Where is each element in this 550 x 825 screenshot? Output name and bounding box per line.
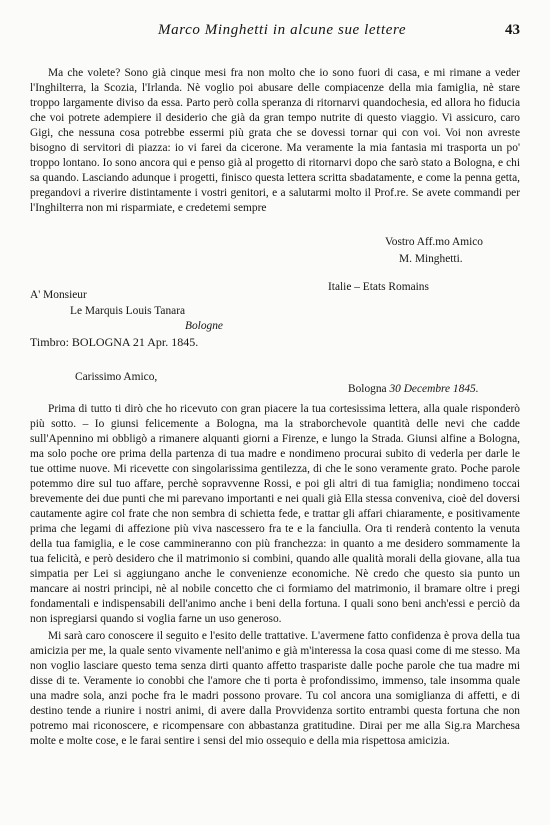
- address-line-3: Bologne: [185, 320, 223, 332]
- dateline-place: Bologna: [348, 383, 387, 395]
- closing-line: Vostro Aff.mo Amico: [385, 236, 483, 248]
- address-line-1: A' Monsieur: [30, 289, 87, 301]
- letter-two-salutation: Carissimo Amico,: [75, 371, 158, 383]
- postmark-note: Timbro: BOLOGNA 21 Apr. 1845.: [30, 335, 199, 349]
- letter-two-dateline: [348, 383, 479, 395]
- running-title: Marco Minghetti in alcune sue lettere: [158, 22, 407, 38]
- letter-one-signoff: [385, 234, 483, 268]
- page-number: 43: [505, 22, 520, 38]
- dateline-date: 30 Decembre 1845.: [389, 383, 479, 395]
- letter-two-paragraph: Prima di tutto ti dirò che ho ricevuto con gran piacere la tua cortesissima lettera, alla quale risponderò più sotto. – Io giunsi felicemente a Bologna, ma la straborchevole quantità delle nevi che cadde sull'Apennino mi obbligò a rimanere alquanti giorni a Firenze, e lungo la Strada. Giunsi alfine a Bologna, ma solo poche ore prima della partenza di tua madre e nondimeno procurai subito di vederla per darle le tue ottime nuove. Mi ricevette con singolarissima gentilezza, di che le sono veramente grato. Poche parole potemmo dire sul tuo affare, perchè sopravvenne Rossi, e poi gli altri di tua famiglia; nondimeno toccai brevemente dei due punti che mi parevano importanti e nei quali già Ella stessa conveniva, cioè del doversi cautamente agire col frate che non sembra di schietta fede, e trattar gli affari chiaramente, e positivamente prima che legami di affezione più viva nascessero fra te e la fanciulla. Ora ti renderà contento la venuta della tua famiglia, e le cose cammineranno con più franchezza: in quanto a me desidero sommamente la tua felicità, e però desidero che il matrimonio si combini, quando alle qualità morali della giovane, alla tua simpatia per Lei si aggiungano anche le convenienze economiche. Nè credo che questo sia punto un mancare ai nostri principi, nè al nobile concetto che ci formiamo del matrimonio, il bramare oltre i pregi fondamentali e indispensabili dell'animo anche i beni della fortuna. I quali sono beni anch'essi e perciò da non ispregiarsi quando si voglia farne un uso generoso.: [30, 403, 520, 625]
- letter-two-paragraph: Mi sarà caro conoscere il seguito e l'esito delle trattative. L'avermene fatto confidenza è prova della tua amicizia per me, la quale sento vivamente nell'animo e già m'interessa la cosa quasi come di me stesso. Ma non voglio lasciare questo tema senza dirti quanto affetto traspariste dalle poche parole che tua madre mi disse di te. Veramente io conobbi che l'amore che ti porta è profondissimo, immenso, tale insomma quale una madre sola, anzi poche fra le madri possono provare. Tu col ancora una somiglianza di affetti, e di destino tende a riunire i nostri animi, di avere dalla Provvidenza sortito entrambi questa fortuna che non potremo mai riconoscere, e ricompensare con abbastanza gratitudine. Dirai per me alla Sig.ra Marchesa molte e molte cose, e le farai sentire i sensi del mio ossequio e della mia rispettosa amicizia.: [30, 630, 520, 747]
- letter-two-body: [30, 402, 520, 751]
- address-routing: Italie – Etats Romains: [328, 281, 429, 293]
- letter-one: [30, 66, 520, 216]
- letter-one-paragraph: Ma che volete? Sono già cinque mesi fra non molto che io sono fuori di casa, e mi rimane a veder l'Inghilterra, la Scozia, l'Irlanda. Nè voglio poi abusare delle compiacenze della mia famiglia, nè stare troppo largamente diviso da essa. Parto però colla speranza di ritornarvi quandochesia, ed allora ho fiducia che voi potrete adempiere il desiderio che già da gran tempo nutrite di questo viaggio. Vi assicuro, caro Gigi, che nessuna cosa potrebbe essermi più grata che se dovessi tornar qui con voi. Voi non avreste bisogno di servitori di piazza: io vi farei da cicerone. Ma veramente la mia fantasia mi trasporta un po' troppo lontano. Io sono ancora qui e penso già al progetto di ritornarvi dopo che sarò stato a Bologna, e chi sa quando. Lasciando adunque i progetti, finisco questa lettera scritta sbadatamente, e come la penna getta, pregandovi a riverire distintamente i vostri genitori, e a salutarmi molto il Prof.re. Se avete commandi per l'Inghilterra non mi risparmiate, e credetemi sempre: [30, 67, 520, 214]
- signature: M. Minghetti.: [399, 253, 463, 265]
- address-line-2: Le Marquis Louis Tanara: [70, 305, 186, 317]
- running-head: [0, 22, 550, 40]
